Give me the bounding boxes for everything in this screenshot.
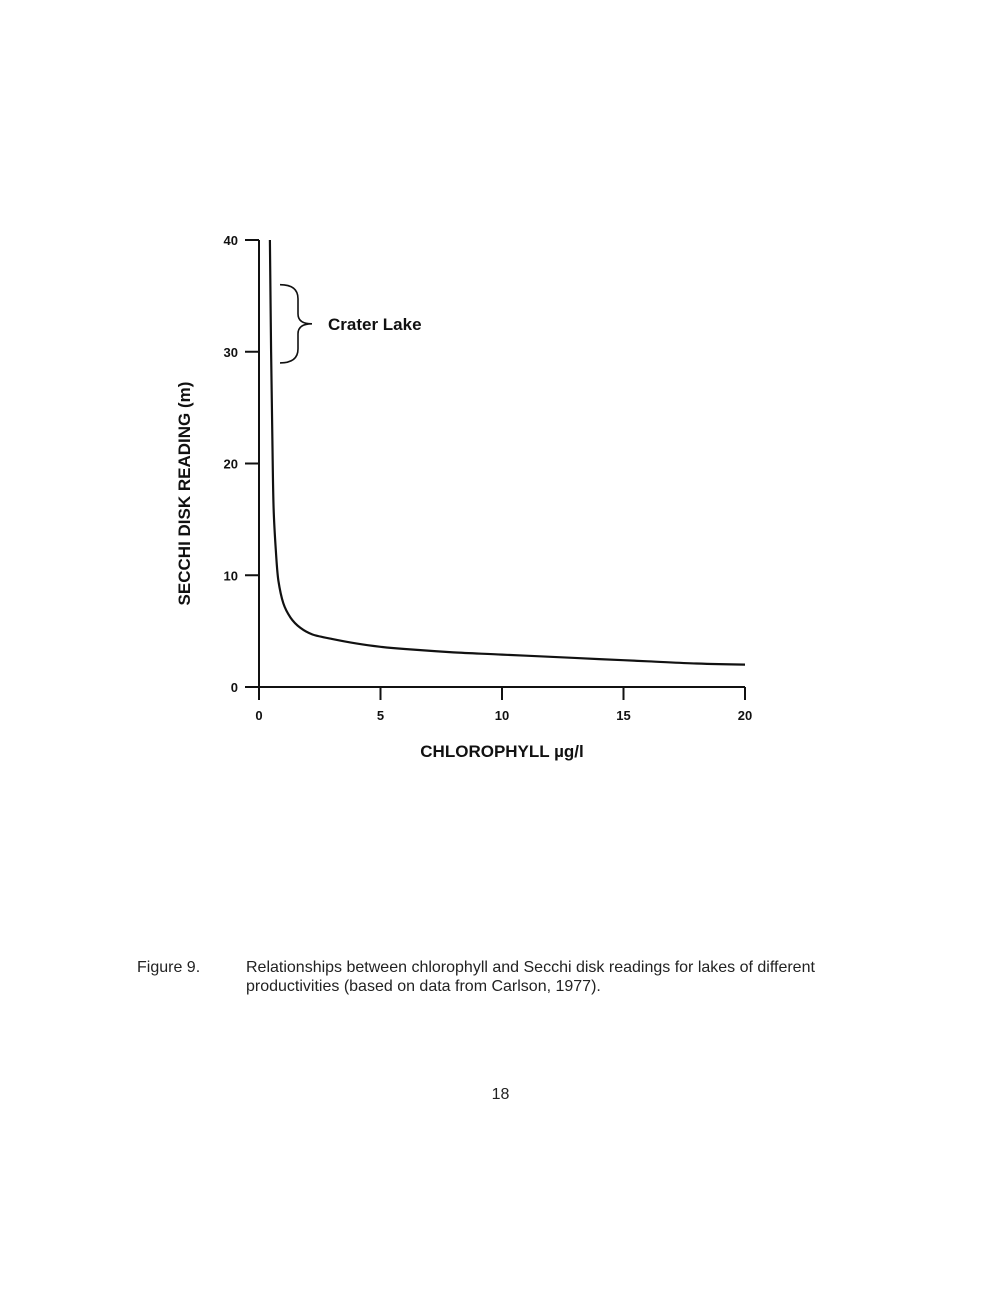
figure-label: Figure 9. [137, 959, 201, 976]
x-tick-label: 0 [255, 708, 263, 723]
x-tick-label: 15 [616, 708, 631, 723]
x-tick-label: 5 [376, 708, 385, 723]
y-tick-label: 0 [230, 680, 238, 695]
crater-lake-label: Crater Lake [328, 314, 422, 334]
page-number: 18 [491, 1086, 510, 1103]
x-tick-label: 20 [737, 708, 753, 723]
x-ticks [255, 687, 752, 723]
series-line [270, 240, 745, 665]
crater-lake-brace [280, 285, 312, 363]
x-axis-title: CHLOROPHYLL µg/l [420, 742, 584, 761]
x-tick-label: 10 [494, 708, 510, 723]
y-tick-label: 30 [223, 344, 238, 360]
y-tick-label: 40 [223, 233, 238, 248]
y-axis-title: SECCHI DISK READING (m) [175, 381, 194, 606]
y-ticks [224, 233, 259, 695]
figure-caption: Relationships between chlorophyll and Secchi disk readings for lakes of different productivities (based on data from Carlson, 1977). [246, 959, 815, 995]
y-tick-label: 20 [223, 456, 238, 472]
y-tick-label: 10 [223, 568, 238, 584]
